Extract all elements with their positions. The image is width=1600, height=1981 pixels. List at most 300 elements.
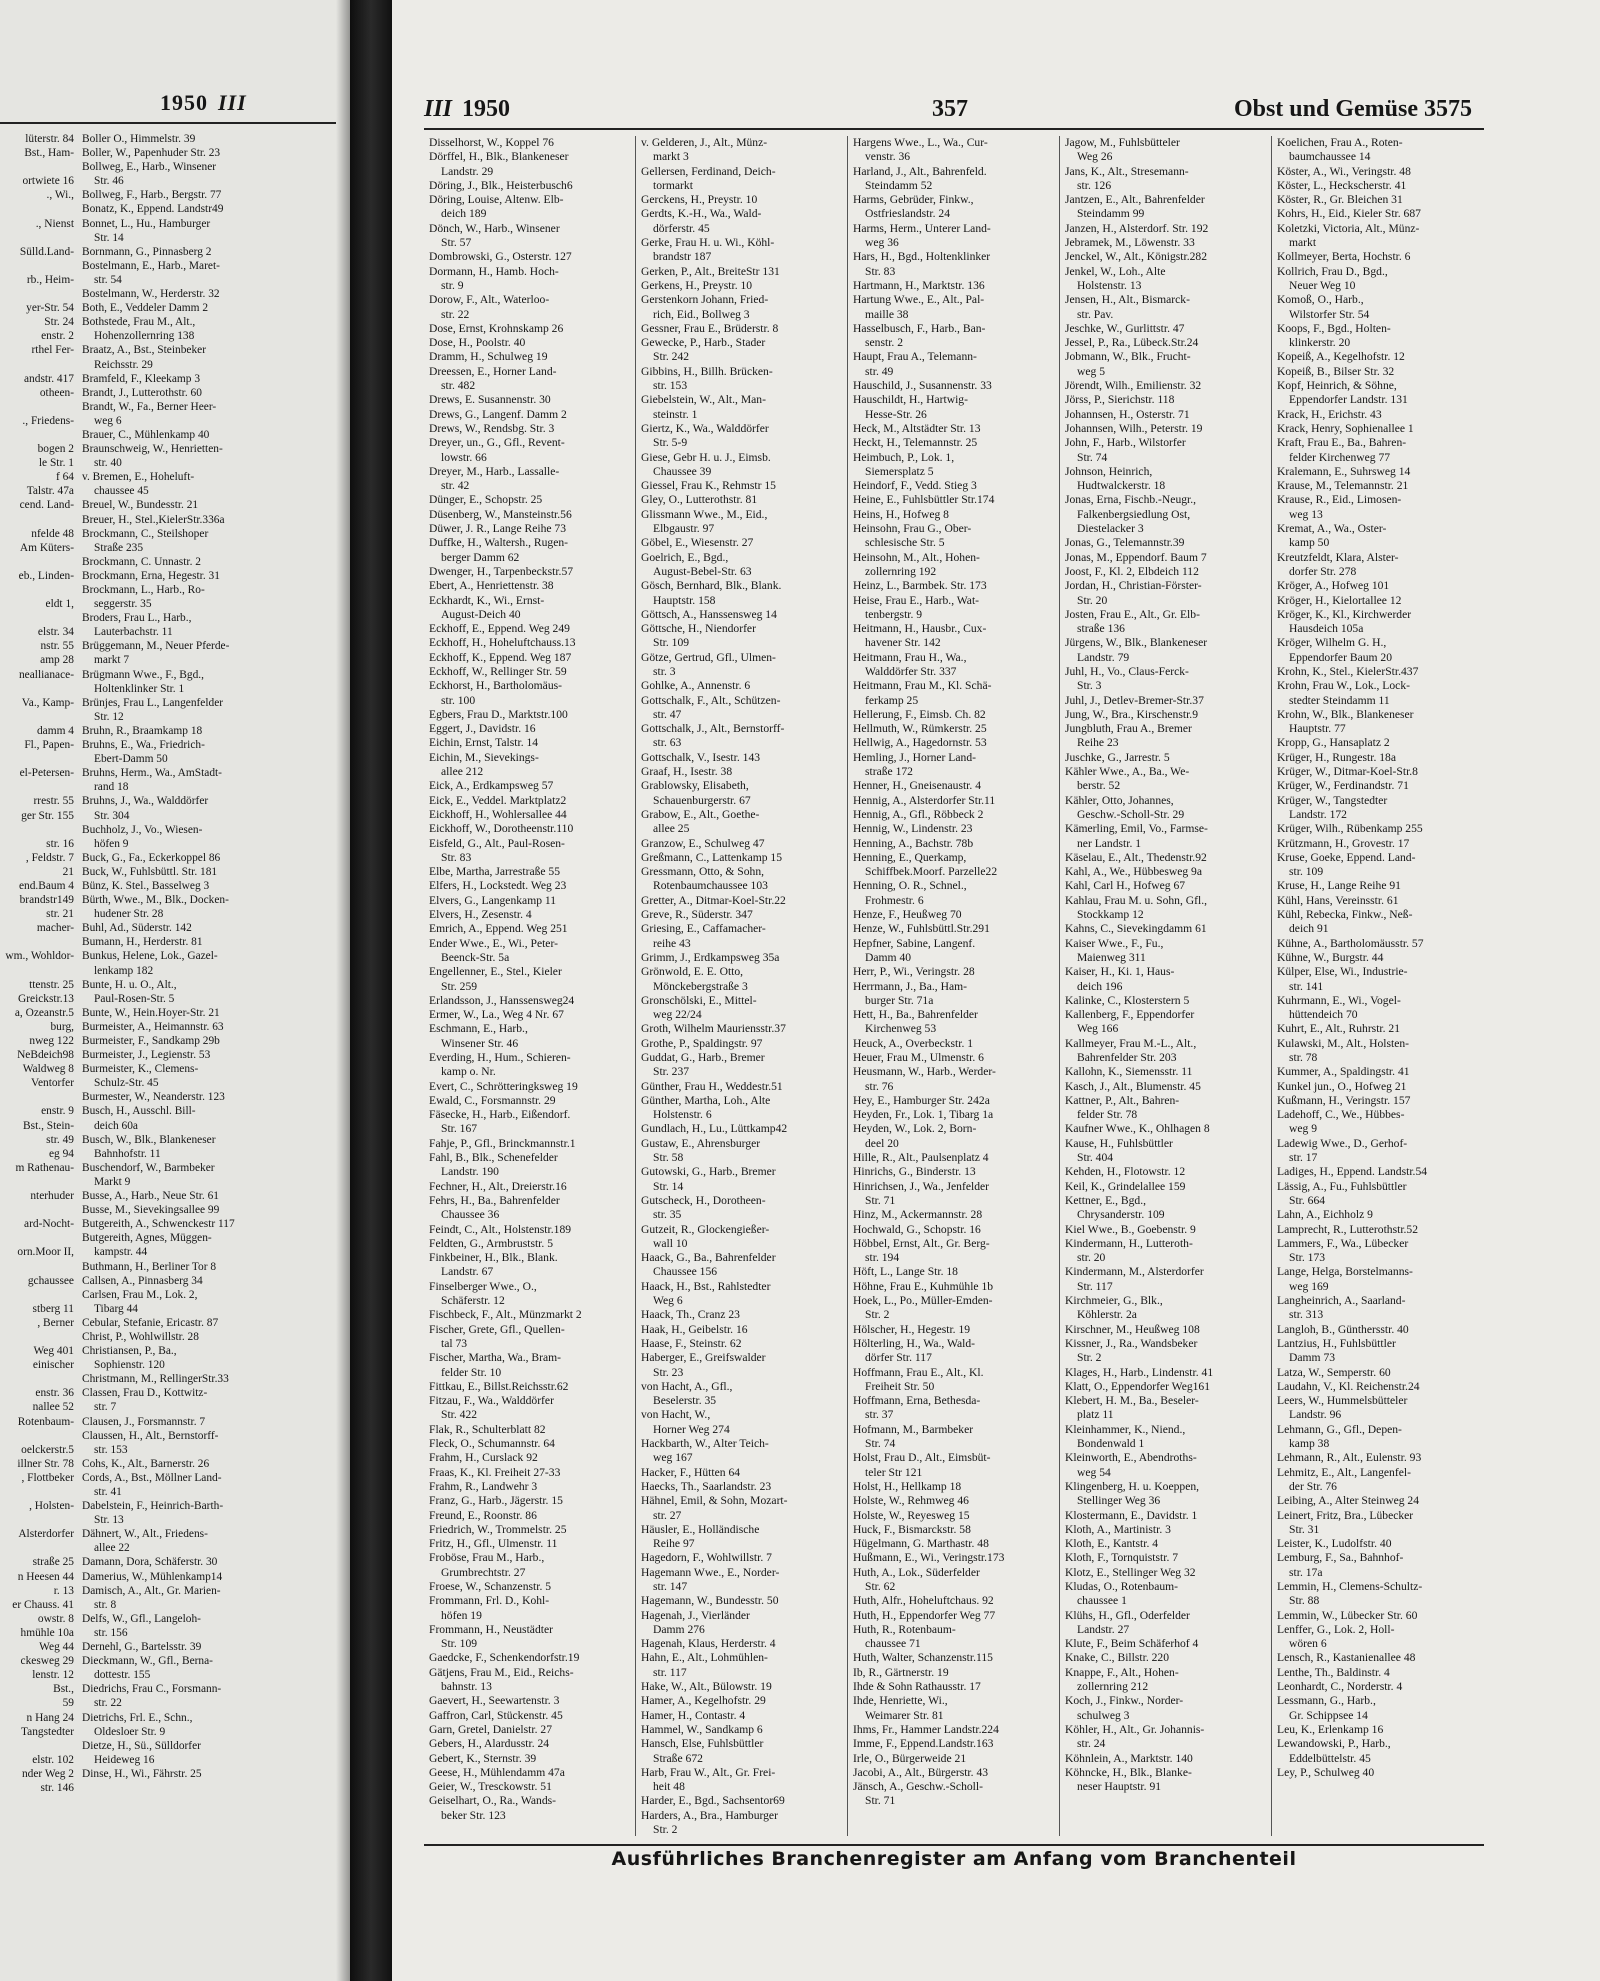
directory-entry: Heuck, A., Overbeckstr. 1: [853, 1036, 974, 1050]
directory-entry: Fahje, P., Gfl., Brinckmannstr.1: [429, 1136, 576, 1150]
directory-entry: Str. 71: [865, 1193, 896, 1207]
left-page-year: 1950: [160, 90, 208, 115]
directory-entry: Hennig, A., Gfl., Röbbeck 2: [853, 807, 984, 821]
directory-entry: Beenck-Str. 5a: [441, 950, 510, 964]
directory-entry: Haack, Th., Cranz 23: [641, 1308, 740, 1322]
directory-entry: Eckhoff, H., Hoheluftchauss.13: [429, 636, 576, 650]
left-fragment-line: , Holsten-: [29, 1500, 74, 1513]
directory-entry: Landstr. 29: [441, 164, 494, 178]
directory-entry: deich 189: [441, 207, 487, 221]
left-directory-entry: deich 60a: [94, 1119, 138, 1132]
directory-entry: str. 76: [865, 1079, 894, 1093]
directory-entry: Hudtwalckerstr. 18: [1077, 479, 1166, 493]
directory-entry: Gerdts, K.-H., Wa., Wald-: [641, 207, 762, 221]
left-directory-entry: Str. 12: [94, 710, 124, 723]
directory-entry: Str. 117: [1077, 1279, 1113, 1293]
section-title: Obst und Gemüse 3575: [1233, 96, 1472, 122]
directory-entry: Evert, C., Schrötteringksweg 19: [429, 1079, 578, 1093]
left-directory-entry: Oldesloer Str. 9: [94, 1725, 166, 1738]
directory-entry: Hauschild, J., Susannenstr. 33: [853, 379, 992, 393]
directory-entry: Lässig, A., Fu., Fuhlsbüttler: [1277, 1179, 1407, 1193]
left-fragment-line: a, Ozeanstr.5: [14, 1006, 74, 1019]
left-fragment-line: stberg 11: [32, 1302, 74, 1315]
directory-entry: Kraft, Frau E., Ba., Bahren-: [1277, 436, 1407, 450]
directory-entry: Lessmann, G., Harb.,: [1277, 1694, 1376, 1708]
directory-entry: Heyden, W., Lok. 2, Born-: [853, 1122, 977, 1136]
left-fragment-line: ckesweg 29: [20, 1655, 74, 1668]
directory-entry: Str. 237: [653, 1065, 690, 1079]
directory-entry: Kunkel jun., O., Hofweg 21: [1277, 1079, 1407, 1093]
directory-entry: Kohrs, H., Eid., Kieler Str. 687: [1277, 207, 1421, 221]
directory-entry: Gebert, K., Sternstr. 39: [429, 1751, 537, 1765]
directory-entry: Komoß, O., Harb.,: [1277, 293, 1364, 307]
directory-entry: Elvers, H., Zesenstr. 4: [429, 908, 532, 922]
directory-entry: Klages, H., Harb., Lindenstr. 41: [1065, 1365, 1214, 1379]
left-fragment-line: amp 28: [40, 654, 74, 667]
directory-entry: Franz, G., Harb., Jägerstr. 15: [429, 1494, 563, 1508]
directory-entry: Kaufner Wwe., K., Ohlhagen 8: [1065, 1122, 1210, 1136]
directory-entry: Geiselhart, O., Ra., Wands-: [429, 1794, 556, 1808]
left-fragment-line: 21: [62, 865, 74, 878]
left-directory-entry: Bumann, H., Herderstr. 81: [82, 936, 203, 949]
directory-entry: Steindamm 52: [865, 178, 933, 192]
left-page-roman: III: [218, 90, 247, 115]
left-fragment-line: Va., Kamp-: [21, 696, 74, 709]
directory-entry: allee 212: [441, 765, 484, 779]
left-fragment-line: Ventorfer: [30, 1077, 74, 1090]
left-fragment-line: , Feldstr. 7: [25, 851, 74, 864]
directory-entry: Str. 2: [1077, 1351, 1102, 1365]
directory-entry: Ermer, W., La., Weg 4 Nr. 67: [429, 1008, 564, 1022]
directory-entry: Giessel, Frau K., Rehmstr 15: [641, 479, 776, 493]
directory-entry: Kralemann, E., Suhrsweg 14: [1277, 464, 1411, 478]
directory-entry: Straße 672: [653, 1751, 703, 1765]
left-fragment-line: ., Friedens-: [22, 414, 74, 427]
left-fragment-line: enstr. 36: [35, 1387, 74, 1400]
directory-entry: Jonas, G., Telemannstr.39: [1065, 536, 1185, 550]
left-directory-entry: Lauterbachstr. 11: [94, 626, 173, 639]
directory-entry: Hartmann, H., Marktstr. 136: [853, 278, 985, 292]
directory-entry: Lenthe, Th., Baldinstr. 4: [1277, 1665, 1390, 1679]
directory-entry: Wilstorfer Str. 54: [1289, 307, 1370, 321]
directory-entry: Kuhrt, E., Alt., Ruhrstr. 21: [1277, 1022, 1401, 1036]
directory-entry: Janzen, H., Alsterdorf. Str. 192: [1065, 221, 1209, 235]
directory-entry: Johannsen, H., Osterstr. 71: [1065, 407, 1190, 421]
left-fragment-line: Am Küters-: [19, 541, 74, 554]
left-fragment-line: orn.Moor II,: [17, 1246, 74, 1259]
directory-entry: Fäsecke, H., Harb., Eißendorf.: [429, 1108, 571, 1122]
directory-entry: Heusmann, W., Harb., Werder-: [853, 1065, 996, 1079]
left-directory-entry: Brockmann, L., Harb., Ro-: [82, 584, 205, 596]
directory-entry: Lehmann, R., Alt., Eulenstr. 93: [1277, 1451, 1422, 1465]
directory-entry: Kruse, Goeke, Eppend. Land-: [1277, 850, 1416, 864]
left-directory-entry: kampstr. 44: [94, 1246, 148, 1259]
directory-entry: Juhl, H., Vo., Claus-Ferck-: [1065, 664, 1189, 678]
directory-entry: Harland, J., Alt., Bahrenfeld.: [853, 164, 987, 178]
left-fragment-line: str. 146: [40, 1781, 74, 1794]
directory-entry: tenbergstr. 9: [865, 607, 923, 621]
directory-entry: Eschmann, E., Harb.,: [429, 1022, 528, 1036]
left-directory-entry: Bothstede, Frau M., Alt.,: [82, 316, 196, 329]
directory-entry: Heine, E., Fuhlsbüttler Str.174: [853, 493, 995, 507]
directory-entry: Bondenwald 1: [1077, 1437, 1145, 1451]
left-directory-entry: Buck, W., Fuhlsbüttl. Str. 181: [82, 865, 218, 878]
directory-entry: Eggert, J., Davidstr. 16: [429, 722, 536, 736]
left-fragment-line: NeBdeich98: [17, 1049, 74, 1062]
directory-entry: Koletzki, Victoria, Alt., Münz-: [1277, 221, 1420, 235]
directory-entry: Dörffel, H., Blk., Blankeneser: [429, 150, 569, 164]
directory-entry: Jonas, Erna, Fischb.-Neugr.,: [1065, 493, 1197, 507]
left-directory-entry: Dabelstein, F., Heinrich-Barth-: [82, 1500, 224, 1513]
directory-entry: Gerke, Frau H. u. Wi., Köhl-: [641, 236, 775, 250]
left-directory-entry: Bonatz, K., Eppend. Landstr49: [82, 203, 224, 216]
left-directory-entry: rand 18: [94, 781, 129, 794]
directory-entry: Freiheit Str. 50: [865, 1379, 935, 1393]
directory-entry: Kremat, A., Wa., Oster-: [1277, 522, 1387, 536]
directory-entry: Kröger, H., Kielortallee 12: [1277, 593, 1402, 607]
directory-entry: Jänsch, A., Geschw.-Scholl-: [853, 1780, 983, 1794]
directory-entry: Flak, R., Schulterblatt 82: [429, 1422, 546, 1436]
directory-entry: weg 13: [1289, 507, 1323, 521]
directory-entry: steinstr. 1: [653, 407, 698, 421]
directory-entry: Frahm, H., Curslack 92: [429, 1451, 538, 1465]
directory-entry: Eckhoff, W., Rellinger Str. 59: [429, 664, 567, 678]
directory-entry: Eddelbüttelstr. 45: [1289, 1751, 1371, 1765]
directory-entry: Egbers, Frau D., Marktstr.100: [429, 707, 568, 721]
left-directory-entry: Dieckmann, W., Gfl., Berna-: [82, 1655, 213, 1668]
directory-entry: Fraas, K., Kl. Freiheit 27-33: [429, 1465, 561, 1479]
directory-entry: Hemling, J., Horner Land-: [853, 750, 976, 764]
directory-entry: ner Landstr. 1: [1077, 836, 1142, 850]
directory-entry: Johnson, Heinrich,: [1065, 464, 1153, 478]
directory-entry: Str. 83: [441, 850, 472, 864]
directory-entry: Leu, K., Erlenkamp 16: [1277, 1722, 1384, 1736]
directory-entry: Jenckel, W., Alt., Königstr.282: [1065, 250, 1208, 264]
directory-entry: Damm 276: [653, 1622, 705, 1636]
left-fragment-line: neallianace-: [18, 668, 74, 681]
directory-entry: Fleck, O., Schumannstr. 64: [429, 1437, 555, 1451]
directory-entry: von Hacht, A., Gfl.,: [641, 1379, 733, 1393]
directory-entry: Elfers, H., Lockstedt. Weg 23: [429, 879, 567, 893]
directory-entry: Reihe 97: [653, 1537, 695, 1551]
directory-entry: kamp 38: [1289, 1437, 1330, 1451]
directory-entry: wall 10: [653, 1236, 688, 1250]
directory-entry: Koops, F., Bgd., Holten-: [1277, 321, 1391, 335]
directory-entry: Diestelacker 3: [1077, 522, 1144, 536]
directory-entry: Kirchenweg 53: [865, 1022, 937, 1036]
directory-entry: Weg 6: [653, 1294, 683, 1308]
directory-entry: str. 153: [653, 379, 688, 393]
page-curl-shadow: [336, 0, 350, 1981]
directory-entry: maille 38: [865, 307, 909, 321]
left-directory-entry: Breuel, W., Bundesstr. 21: [82, 499, 199, 512]
left-fragment-line: gchaussee: [27, 1274, 74, 1287]
left-directory-entry: str. 54: [94, 273, 122, 286]
left-fragment-line: Weg 401: [33, 1345, 74, 1358]
directory-entry: Stellinger Weg 36: [1077, 1494, 1161, 1508]
directory-entry: Gätjens, Frau M., Eid., Reichs-: [429, 1665, 574, 1679]
left-directory-entry: Bürth, Wwe., M., Blk., Docken-: [82, 894, 229, 907]
left-directory-entry: Hohenzollernring 138: [94, 330, 195, 343]
directory-entry: Elvers, G., Langenkamp 11: [429, 893, 557, 907]
directory-entry: Haupt, Frau A., Telemann-: [853, 350, 977, 364]
left-directory-entry: Burmester, W., Neanderstr. 123: [82, 1091, 225, 1104]
left-fragment-line: oelckerstr.5: [21, 1443, 74, 1456]
directory-entry: Henning, O. R., Schnel.,: [853, 879, 967, 893]
directory-entry: lowstr. 66: [441, 450, 487, 464]
directory-entry: Eick, E., Veddel. Marktplatz2: [429, 793, 567, 807]
left-fragment-line: bogen 2: [37, 443, 74, 456]
left-directory-entry: Buck, G., Fa., Eckerkoppel 86: [82, 851, 221, 864]
directory-entry: Kuhrmann, E., Wi., Vogel-: [1277, 993, 1401, 1007]
directory-entry: Jans, K., Alt., Stresemann-: [1065, 164, 1189, 178]
directory-entry: Hellwig, A., Hagedornstr. 53: [853, 736, 987, 750]
directory-entry: Leers, W., Hummelsbütteler: [1277, 1394, 1408, 1408]
left-directory-entry: chaussee 45: [94, 485, 149, 498]
directory-entry: Kröger, K., Kl., Kirchwerder: [1277, 607, 1412, 621]
directory-entry: Gaevert, H., Seewartenstr. 3: [429, 1694, 560, 1708]
directory-entry: Jantzen, E., Alt., Bahrenfelder: [1065, 193, 1205, 207]
directory-entry: Chaussee 36: [441, 1208, 500, 1222]
left-fragment-line: Bst., Stein-: [23, 1119, 74, 1132]
directory-entry: Herrmann, J., Ba., Ham-: [853, 979, 967, 993]
left-fragment-line: rb., Heim-: [26, 273, 74, 286]
directory-entry: str. 100: [441, 693, 476, 707]
left-fragment-line: el-Petersen-: [19, 767, 74, 780]
left-directory-entry: Dähnert, W., Alt., Friedens-: [82, 1528, 208, 1541]
left-directory-entry: Sophienstr. 120: [94, 1359, 165, 1372]
directory-entry: Ebert, A., Henriettenstr. 38: [429, 579, 554, 593]
directory-entry: Froese, W., Schanzenstr. 5: [429, 1579, 552, 1593]
left-fragment-line: [0, 1231, 74, 1245]
left-directory-entry: Brockmann, Erna, Hegestr. 31: [82, 569, 220, 582]
directory-entry: Hesse-Str. 26: [865, 407, 927, 421]
directory-entry: Ewald, C., Forsmannstr. 29: [429, 1093, 556, 1107]
directory-entry: Hauptstr. 158: [653, 593, 716, 607]
directory-entry: Landstr. 172: [1289, 807, 1347, 821]
directory-entry: Drews, W., Rendsbg. Str. 3: [429, 421, 555, 435]
directory-entry: Jörss, P., Sierichstr. 118: [1065, 393, 1175, 407]
directory-entry: Griesing, E., Caffamacher-: [641, 922, 766, 936]
left-fragment-line: [0, 231, 74, 245]
left-directory-entry: Cords, A., Bst., Möllner Land-: [82, 1471, 222, 1484]
left-directory-entry: Bramfeld, F., Kleekamp 3: [82, 372, 201, 385]
directory-entry: Giebelstein, W., Alt., Man-: [641, 393, 766, 407]
directory-entry: Kröger, Wilhelm G. H.,: [1277, 636, 1387, 650]
directory-entry: Leister, K., Ludolfstr. 40: [1277, 1537, 1392, 1551]
directory-entry: felder Str. 10: [441, 1365, 502, 1379]
directory-entry: dörfer Str. 117: [865, 1351, 932, 1365]
left-directory-entry: Damisch, A., Alt., Gr. Marien-: [82, 1584, 221, 1597]
directory-entry: Str. 109: [653, 636, 690, 650]
directory-entry: Kause, H., Fuhlsbüttler: [1065, 1136, 1173, 1150]
directory-entry: Chaussee 156: [653, 1265, 718, 1279]
directory-entry: Langheinrich, A., Saarland-: [1277, 1294, 1406, 1308]
left-fragment-line: Bst.,: [53, 1683, 74, 1696]
left-directory-entry: Butgereith, Agnes, Müggen-: [82, 1232, 212, 1245]
directory-entry: Haack, H., Bst., Rahlstedter: [641, 1279, 771, 1293]
left-fragment-line: [0, 752, 74, 766]
directory-column-3: [848, 136, 1060, 1836]
directory-entry: Damm 73: [1289, 1351, 1336, 1365]
directory-entry: Hake, W., Alt., Bülowstr. 19: [641, 1680, 772, 1694]
directory-entry: Str. 3: [1077, 679, 1102, 693]
left-directory-entry: Butgereith, A., Schwenckestr 117: [82, 1218, 235, 1231]
directory-entry: Kasch, J., Alt., Blumenstr. 45: [1065, 1079, 1201, 1093]
directory-entry: Hennig, W., Lindenstr. 23: [853, 822, 973, 836]
directory-entry: Heitmann, H., Hausbr., Cux-: [853, 622, 987, 636]
directory-entry: Heck, M., Altstädter Str. 13: [853, 421, 981, 435]
left-directory-entry: seggerstr. 35: [94, 598, 152, 611]
left-fragment-line: nstr. 55: [40, 640, 74, 653]
directory-entry: Holst, H., Hellkamp 18: [853, 1479, 962, 1493]
directory-entry: Holste, W., Reyesweg 15: [853, 1508, 970, 1522]
directory-entry: Str. 74: [865, 1437, 896, 1451]
left-directory-entry: Buhl, Ad., Süderstr. 142: [82, 922, 192, 935]
directory-entry: Fischer, Martha, Wa., Bram-: [429, 1351, 562, 1365]
directory-entry: Henning, A., Bachstr. 78b: [853, 836, 974, 850]
directory-entry: Lewandowski, P., Harb.,: [1277, 1737, 1391, 1751]
directory-entry: Str. 71: [865, 1794, 896, 1808]
directory-entry: Lenffer, G., Lok. 2, Holl-: [1277, 1622, 1395, 1636]
book-gutter: [350, 0, 392, 1981]
directory-entry: Koelichen, Frau A., Roten-: [1277, 136, 1403, 149]
directory-entry: August-Bebel-Str. 63: [653, 564, 752, 578]
left-directory-entry: str. 156: [94, 1626, 128, 1639]
left-directory-entry: Cohs, K., Alt., Barnerstr. 26: [82, 1457, 210, 1470]
directory-entry: Feldten, G., Armbruststr. 5: [429, 1236, 553, 1250]
directory-entry: Heise, Frau E., Harb., Wat-: [853, 593, 980, 607]
left-directory-entry: Bruhn, R., Braamkamp 18: [82, 724, 203, 737]
directory-entry: Düwer, J. R., Lange Reihe 73: [429, 522, 567, 536]
directory-entry: Grönwold, E. E. Otto,: [641, 965, 744, 979]
left-directory-entry: Braunschweig, W., Henrietten-: [82, 443, 223, 456]
left-fragment-line: einischer: [32, 1359, 74, 1372]
left-fragment-line: [0, 935, 74, 949]
directory-entry: Imme, F., Eppend.Landstr.163: [853, 1737, 994, 1751]
directory-entry: Heitmann, Frau M., Kl. Schä-: [853, 679, 992, 693]
left-fragment-line: [0, 823, 74, 837]
left-directory-entry: Dernehl, G., Bartelsstr. 39: [82, 1641, 202, 1654]
left-directory-entry: Braatz, A., Bst., Steinbeker: [82, 344, 207, 357]
left-directory-entry: Bünz, K. Stel., Basselweg 3: [82, 879, 210, 892]
directory-entry: burger Str. 71a: [865, 993, 934, 1007]
directory-entry: hüttendeich 70: [1289, 1008, 1358, 1022]
directory-entry: Gösch, Bernhard, Blk., Blank.: [641, 579, 782, 593]
directory-entry: Gronschölski, E., Mittel-: [641, 993, 757, 1007]
directory-entry: Krause, R., Eid., Limosen-: [1277, 493, 1402, 507]
directory-entry: Finkbeiner, H., Blk., Blank.: [429, 1251, 558, 1265]
directory-entry: Gellersen, Ferdinand, Deich-: [641, 164, 776, 178]
directory-entry: Jobmann, W., Blk., Frucht-: [1065, 350, 1191, 364]
left-fragment-line: straße 25: [32, 1556, 74, 1569]
left-page-header: [160, 90, 247, 116]
left-fragment-line: [0, 400, 74, 414]
directory-entry: Grumbrechtstr. 27: [441, 1565, 526, 1579]
directory-entry: Freund, E., Roonstr. 86: [429, 1508, 537, 1522]
left-fragment-line: eb., Linden-: [18, 569, 74, 582]
directory-entry: Goelrich, E., Bgd.,: [641, 550, 729, 564]
directory-entry: Jacobi, A., Alt., Bürgerstr. 43: [853, 1765, 989, 1779]
left-fragment-line: rrestr. 55: [33, 795, 74, 808]
left-fragment-line: [0, 259, 74, 273]
directory-entry: Damm 40: [865, 950, 912, 964]
header-roman: III: [424, 96, 453, 122]
directory-entry: schulweg 3: [1077, 1708, 1130, 1722]
left-directory-entry: Classen, Frau D., Kottwitz-: [82, 1387, 208, 1400]
directory-entry: str. 141: [1289, 979, 1324, 993]
directory-entry: Str. 404: [1077, 1151, 1114, 1165]
directory-entry: Irle, O., Bürgerweide 21: [853, 1751, 967, 1765]
left-directory-entry: Bostelmann, E., Harb., Maret-: [82, 259, 220, 272]
directory-column-5: [1272, 136, 1484, 1836]
directory-entry: Hügelmann, G. Marthastr. 48: [853, 1537, 989, 1551]
left-directory-entry: Bornmann, G., Pinnasberg 2: [82, 245, 212, 258]
directory-column-4: [1060, 136, 1272, 1836]
directory-entry: Schauenburgerstr. 67: [653, 793, 751, 807]
directory-entry: Leibing, A., Alter Steinweg 24: [1277, 1494, 1420, 1508]
left-directory-entry: Dietze, H., Sü., Sülldorfer: [82, 1739, 201, 1752]
left-directory-entry: Busse, A., Harb., Neue Str. 61: [82, 1190, 219, 1203]
directory-entry: Krack, Henry, Sophienallee 1: [1277, 421, 1414, 435]
header-volume: [424, 96, 510, 123]
left-fragment-line: [0, 1330, 74, 1344]
left-directory-entry: Boller O., Himmelstr. 39: [82, 133, 196, 145]
directory-entry: Maienweg 311: [1077, 950, 1146, 964]
directory-entry: Knappe, F., Alt., Hohen-: [1065, 1665, 1179, 1679]
left-directory-entry: weg 6: [94, 414, 122, 427]
directory-entry: tormarkt: [653, 178, 693, 192]
left-directory-entry: Christiansen, P., Ba.,: [82, 1345, 177, 1358]
directory-entry: Hähnel, Emil, & Sohn, Mozart-: [641, 1494, 788, 1508]
left-directory-entry: Busch, W., Blk., Blankeneser: [82, 1133, 216, 1146]
left-fragment-line: [0, 682, 74, 696]
directory-entry: wören 6: [1289, 1637, 1327, 1651]
left-fragment-line: nfelde 48: [31, 527, 74, 540]
directory-entry: Günther, Martha, Loh., Alte: [641, 1093, 771, 1107]
left-fragment-line: nweg 122: [29, 1035, 74, 1047]
directory-entry: Krohn, K., Stel., KielerStr.437: [1277, 664, 1419, 678]
directory-entry: Hagenah, Klaus, Herderstr. 4: [641, 1637, 776, 1651]
left-directory-entry: Tibarg 44: [94, 1302, 138, 1315]
directory-entry: str. 49: [865, 364, 894, 378]
left-fragment-line: f 64: [55, 471, 74, 484]
left-fragment-line: [0, 428, 74, 442]
directory-entry: Gutzeit, R., Glockengießer-: [641, 1222, 770, 1236]
directory-entry: Hagemann, W., Bundesstr. 50: [641, 1594, 779, 1608]
directory-entry: str. 20: [1077, 1251, 1106, 1265]
directory-entry: Garn, Gretel, Danielstr. 27: [429, 1722, 552, 1736]
directory-entry: weg 22/24: [653, 1008, 702, 1022]
directory-entry: Str. 31: [1289, 1522, 1320, 1536]
directory-entry: Dose, Ernst, Krohnskamp 26: [429, 321, 564, 335]
directory-entry: ferkamp 25: [865, 693, 919, 707]
directory-entry: Kloth, F., Tornquiststr. 7: [1065, 1551, 1179, 1565]
directory-entry: Kropp, G., Hansaplatz 2: [1277, 736, 1390, 750]
left-fragment-line: Alsterdorfer: [18, 1528, 74, 1541]
directory-entry: Giese, Gebr H. u. J., Eimsb.: [641, 450, 771, 464]
directory-entry: Krüger, W., Ferdinandstr. 71: [1277, 779, 1409, 793]
directory-entry: Geese, H., Mühlendamm 47a: [429, 1765, 565, 1779]
left-directory-entry: Boller, W., Papenhuder Str. 23: [82, 147, 221, 160]
left-fragment-line: [0, 555, 74, 569]
directory-entry: Reihe 23: [1077, 736, 1119, 750]
directory-entry: Juhl, J., Detlev-Bremer-Str.37: [1065, 693, 1204, 707]
left-directory-entry: Both, E., Veddeler Damm 2: [82, 302, 209, 315]
left-fragment-line: n Heesen 44: [17, 1570, 74, 1583]
left-fragment-line: otheen-: [39, 386, 74, 399]
directory-entry: Gewecke, P., Harb., Stader: [641, 336, 766, 350]
